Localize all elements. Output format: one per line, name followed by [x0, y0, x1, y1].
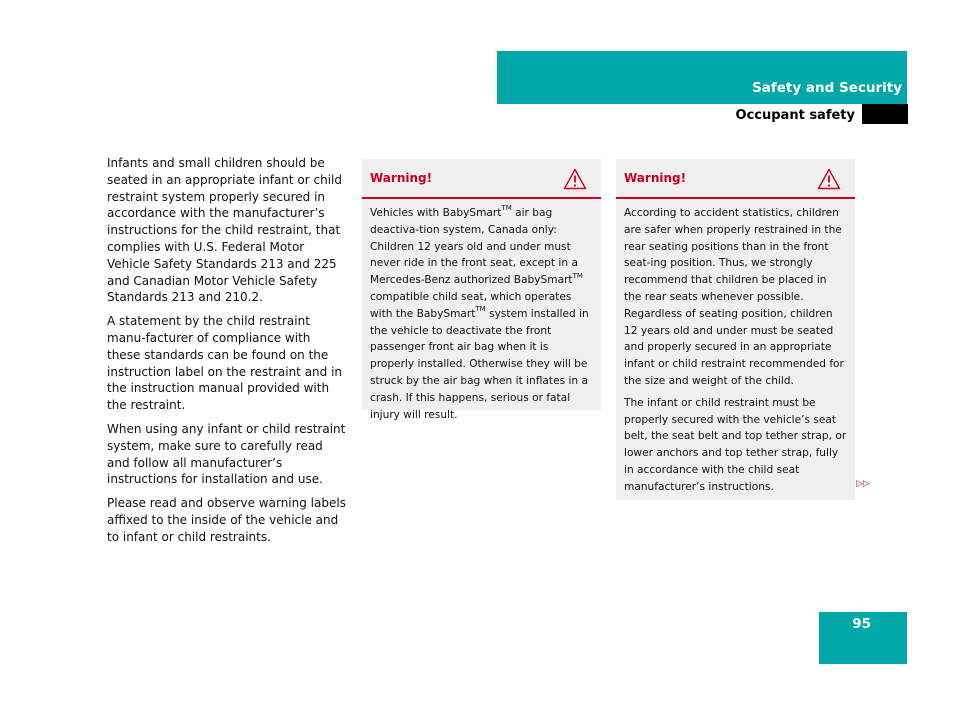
- body-paragraph: When using any infant or child restraint system, make sure to carefully read and follow all manufacturer’s instructions for installation and use.: [107, 421, 346, 487]
- continued-arrow-icon: ▷▷: [856, 479, 870, 489]
- trademark-mark: TM: [475, 305, 486, 314]
- warning-label: Warning!: [370, 171, 433, 185]
- warning-box-airbag: [362, 159, 601, 421]
- header-bar: [497, 51, 907, 104]
- trademark-mark: TM: [572, 271, 583, 280]
- warning-paragraph: The infant or child restraint must be properly secured with the vehicle’s seat belt, the seat belt and top tether strap, or lower anchors and top tether strap, fully in accordance with the child seat manufacturer’s instructions.: [624, 396, 847, 493]
- body-paragraph: Please read and observe warning labels affixed to the inside of the vehicle and to infant or child restraints.: [107, 496, 346, 544]
- warning-header: [616, 159, 855, 199]
- body-paragraph: A statement by the child restraint manu-facturer of compliance with these standards can be found on the instruction label on the restraint and in the instruction manual provided with the restraint.: [107, 314, 343, 413]
- warning-body: [362, 199, 601, 434]
- warning-paragraph: [370, 205, 593, 423]
- warning-text: Vehicles with BabySmart: [370, 207, 502, 219]
- page-number: 95: [852, 616, 871, 632]
- warning-text: compatible child seat, which operates with the BabySmart: [370, 290, 572, 320]
- body-paragraph: Infants and small children should be seated in an appropriate infant or child restraint system properly secured in accordance with the manufacturer’s instructions for the child restraint, that complies with U.S. Federal Motor Vehicle Safety Standards 213 and 225 and Canadian Motor Vehicle Safety Standards 213 and 210.2.: [107, 156, 342, 305]
- warning-box-rear-seating: [616, 159, 855, 500]
- warning-text: Children 12 years old and under must never ride in the front seat, except in a Mercedes-Benz authorized BabySmart: [370, 240, 578, 287]
- warning-triangle-icon: [817, 168, 841, 190]
- section-tab-marker: [862, 104, 908, 124]
- subsection-title: Occupant safety: [735, 108, 855, 123]
- warning-header: [362, 159, 601, 199]
- section-title: Safety and Security: [752, 80, 902, 96]
- warning-text: air bag deactiva-tion system, Canada only:: [370, 207, 557, 236]
- body-text-column: [107, 155, 347, 553]
- trademark-mark: TM: [501, 204, 512, 213]
- warning-triangle-icon: [563, 168, 587, 190]
- warning-paragraph: According to accident statistics, children are safer when properly restrained in the rear seating positions than in the front seat-ing position. Thus, we strongly recommend that children be placed in the rear seats whenever possible. Regardless of seating position, children 12 years old and under must be seated and properly secured in an appropriate infant or child restraint recommended for the size and weight of the child.: [624, 207, 844, 387]
- warning-text: system installed in the vehicle to deactivate the front passenger front air bag when it is properly installed. Otherwise they will be struck by the air bag when it inflates in a crash. If this happens, serious or fatal injury will result.: [370, 307, 589, 421]
- warning-body: [616, 199, 855, 507]
- warning-label: Warning!: [624, 171, 687, 185]
